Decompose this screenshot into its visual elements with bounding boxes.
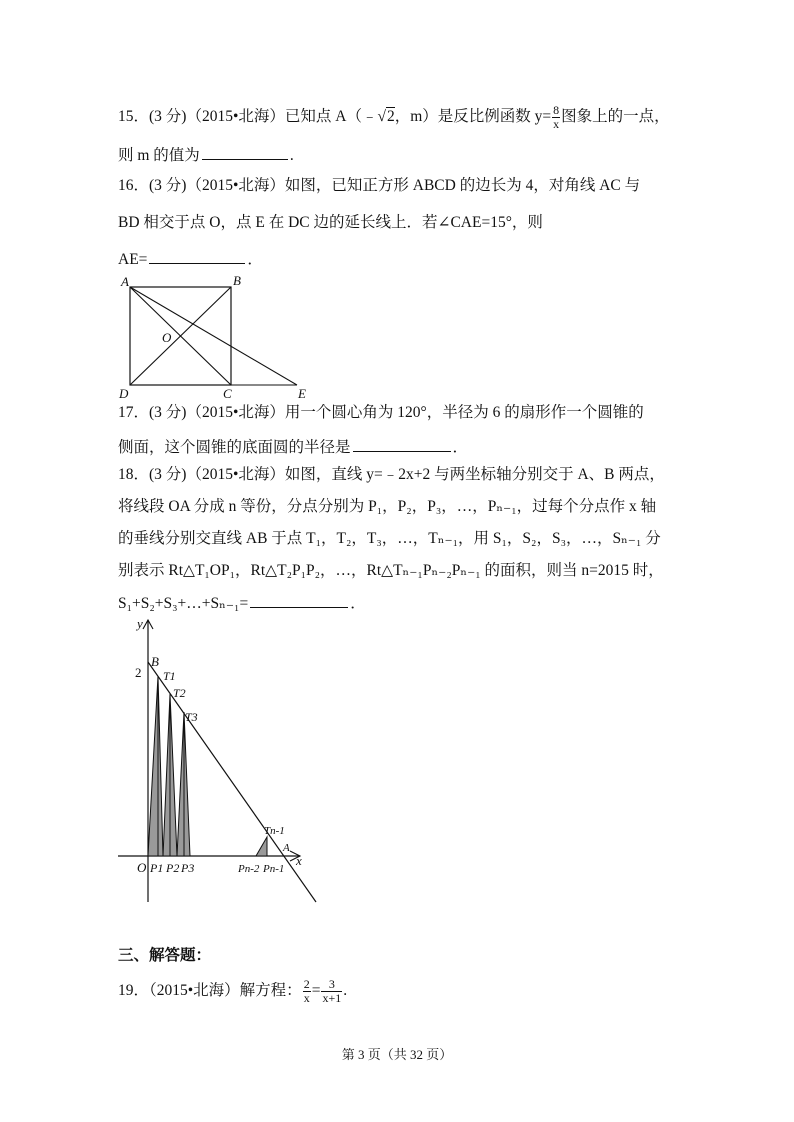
sqrt-symbol: √ bbox=[377, 108, 386, 126]
q19-f1-den: x bbox=[303, 991, 310, 1005]
q18-line4: 别表示 Rt△T₁OP₁，Rt△T₂P₁P₂，…，Rt△Tₙ₋₁Pₙ₋₂Pₙ₋₁ 的面积，则当 n=2015 时， bbox=[118, 562, 664, 579]
q16-end: ． bbox=[247, 251, 263, 268]
q17-line2-text: 侧面，这个圆锥的底面圆的半径是 bbox=[118, 439, 351, 456]
label-o2: O bbox=[137, 860, 147, 875]
label-tn1: Tn-1 bbox=[264, 825, 285, 837]
label-pn2: Pn-2 bbox=[238, 863, 260, 875]
q18-line2: 将线段 OA 分成 n 等份，分点分别为 P₁，P₂，P₃，…，Pₙ₋₁，过每个分点作 x 轴 bbox=[118, 498, 657, 515]
label-b2: B bbox=[151, 654, 159, 669]
label-d: D bbox=[119, 386, 129, 401]
q18-line1: 18．(3 分)（2015•北海）如图，直线 y=﹣2x+2 与两坐标轴分别交于 A、B 两点， bbox=[118, 466, 665, 483]
label-pn1: Pn-1 bbox=[263, 863, 285, 875]
label-p1: P1 bbox=[150, 861, 164, 875]
q19-end: . bbox=[343, 982, 348, 1000]
label-c: C bbox=[223, 386, 232, 401]
q19-f2-num: 3 bbox=[321, 978, 342, 992]
q19-f1-num: 2 bbox=[303, 977, 310, 991]
label-y-axis: y bbox=[137, 616, 143, 631]
q18-end: ． bbox=[350, 595, 366, 612]
q15-mid: ，m）是反比例函数 y= bbox=[394, 108, 552, 126]
q18-line5-text: S₁+S₂+S₃+…+Sₙ₋₁= bbox=[118, 595, 249, 612]
label-t3: T3 bbox=[185, 710, 198, 724]
q16-line3-text: AE= bbox=[118, 251, 148, 268]
label-a2: A bbox=[283, 842, 290, 854]
label-a: A bbox=[121, 274, 129, 289]
label-p3: P3 bbox=[181, 861, 195, 875]
label-o: O bbox=[162, 330, 172, 345]
label-x-axis: x bbox=[296, 853, 302, 868]
q16-line2: BD 相交于点 O，点 E 在 DC 边的延长线上．若∠CAE=15°，则 bbox=[118, 214, 543, 231]
section-heading: 三、解答题： bbox=[118, 947, 212, 964]
label-e: E bbox=[298, 386, 306, 401]
label-b: B bbox=[233, 273, 241, 288]
q15-frac-den: x bbox=[553, 117, 560, 131]
q17-end: ． bbox=[452, 439, 469, 456]
q19-prefix: 19．（2015•北海）解方程： bbox=[118, 982, 302, 1000]
label-two: 2 bbox=[135, 665, 142, 680]
q19-line bbox=[118, 978, 347, 1005]
q15-end: . bbox=[289, 147, 294, 164]
q16-line1: 16．(3 分)（2015•北海）如图，已知正方形 ABCD 的边长为 4，对角线 AC 与 bbox=[118, 177, 641, 194]
q15-suffix: 图象上的一点， bbox=[561, 108, 670, 126]
label-t1: T1 bbox=[163, 669, 176, 683]
label-t2: T2 bbox=[173, 686, 186, 700]
q15-frac-num: 8 bbox=[553, 103, 560, 117]
q15-sqrt-arg: 2 bbox=[386, 108, 395, 126]
label-p2: P2 bbox=[166, 861, 180, 875]
q19-f2-den: x+1 bbox=[322, 991, 342, 1005]
q15-line2-text: 则 m 的值为 bbox=[118, 147, 200, 164]
q18-line3: 的垂线分别交直线 AB 于点 T₁，T₂，T₃，…，Tₙ₋₁，用 S₁，S₂，S₃，…，Sₙ₋₁ 分 bbox=[118, 530, 661, 547]
q19-fraction-2 bbox=[321, 978, 342, 1005]
q19-equals: = bbox=[311, 982, 321, 1000]
q15-prefix: 15．(3 分)（2015•北海）已知点 A（﹣ bbox=[118, 108, 378, 126]
q19-fraction-1 bbox=[303, 978, 311, 1005]
page-footer: 第 3 页（共 32 页） bbox=[341, 1047, 453, 1062]
q17-line1: 17．(3 分)（2015•北海）用一个圆心角为 120°，半径为 6 的扇形作一个圆锥的 bbox=[118, 404, 644, 421]
